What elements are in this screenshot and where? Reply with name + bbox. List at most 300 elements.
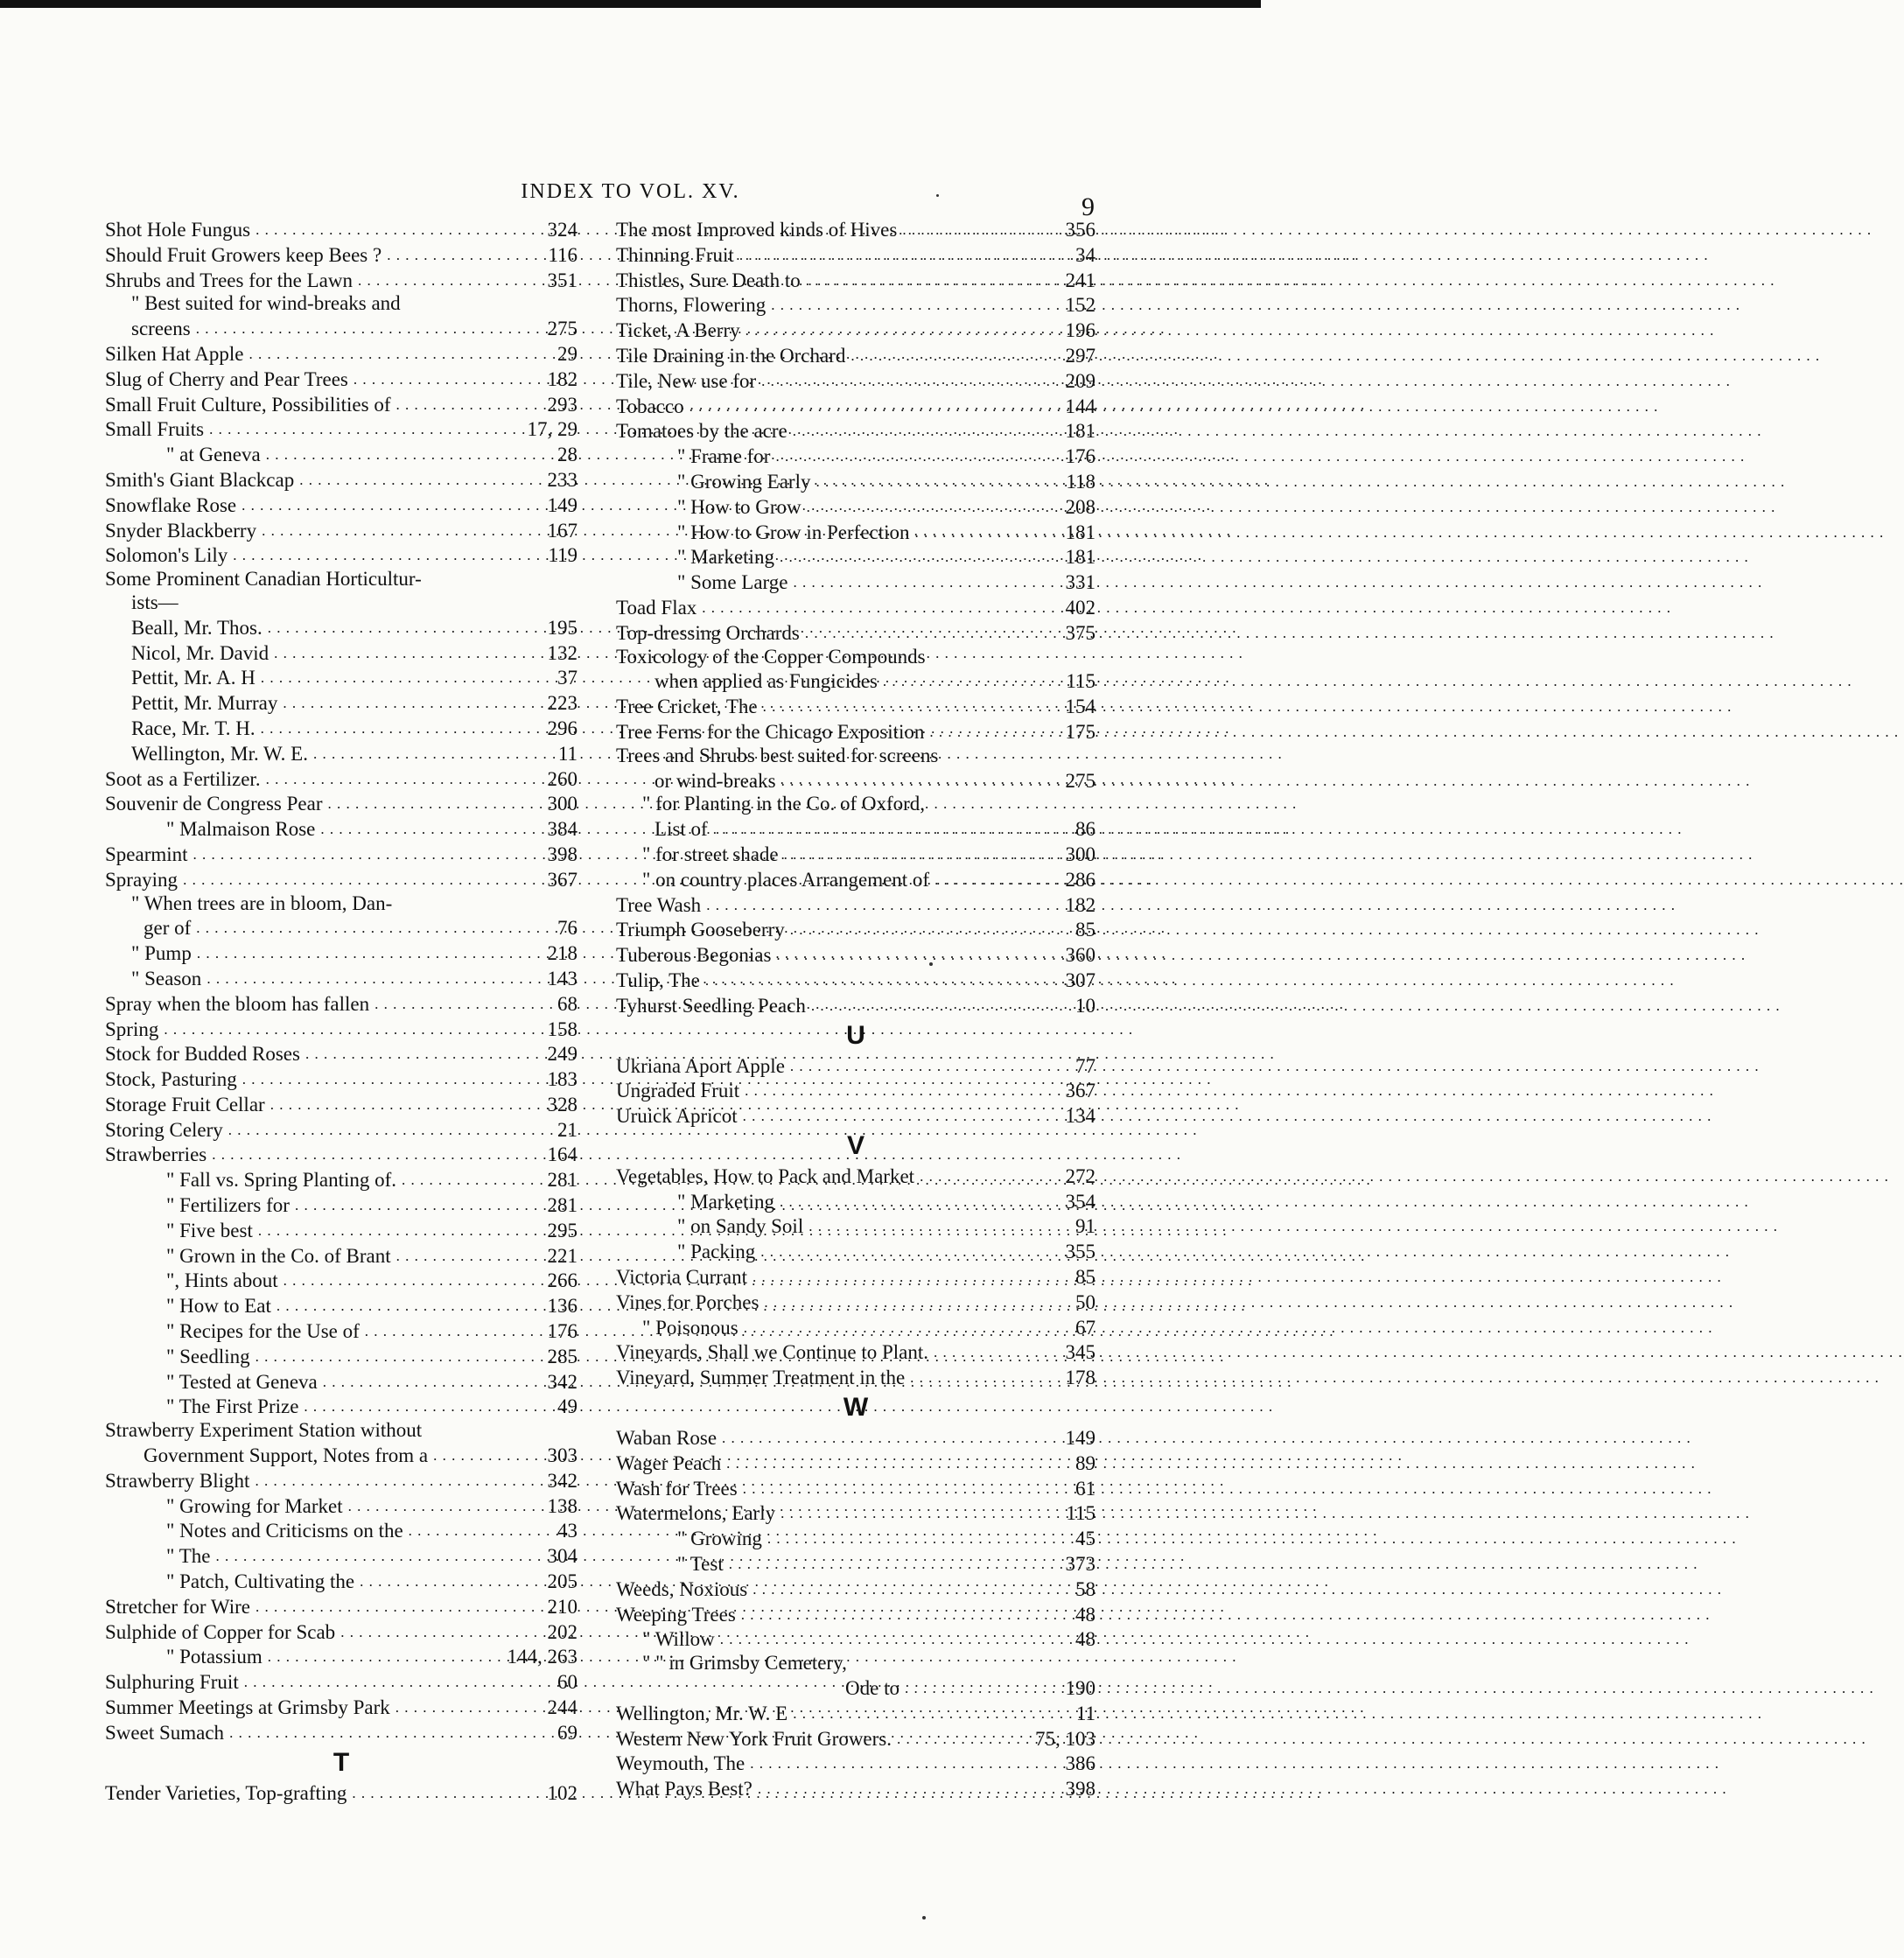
index-entry: [105, 1243, 578, 1269]
index-entry-label: Beall, Mr. Thos.: [131, 616, 262, 639]
dot-leader: [790, 1053, 1070, 1079]
index-entry-label: Snowflake Rose: [105, 493, 237, 516]
index-entry-page: 37: [557, 667, 578, 689]
index-entry-page: 61: [1075, 1477, 1096, 1500]
index-entry: [105, 1092, 578, 1117]
index-entry-label: Some Prominent Canadian Horticultur-: [105, 568, 422, 591]
index-entry: [105, 1669, 578, 1695]
index-entry-label: ", Hints about: [166, 1269, 278, 1292]
index-entry: [105, 542, 578, 568]
dot-leader: [806, 268, 1060, 293]
index-entry: [105, 966, 578, 991]
index-entry-label: Weeds, Noxious: [616, 1577, 748, 1600]
dot-leader: [304, 1394, 552, 1419]
index-entry-page: 60: [557, 1671, 578, 1694]
index-entry-page: 149: [1065, 1427, 1096, 1450]
index-entry-label: Thorns, Flowering: [616, 294, 766, 317]
index-entry-page: 176: [547, 1320, 578, 1343]
dot-leader: [209, 416, 522, 442]
index-entry-label: Small Fruits: [105, 418, 205, 441]
index-entry: [616, 892, 1096, 918]
index-entry: [105, 816, 578, 842]
index-entry: [616, 368, 1096, 394]
dot-leader: [313, 741, 553, 766]
index-entry: [616, 1189, 1096, 1214]
dot-leader: [713, 816, 1070, 842]
index-entry-label: ger of: [144, 917, 192, 940]
index-entry-page: 210: [547, 1595, 578, 1618]
index-entry: [616, 1365, 1096, 1390]
index-entry-page: 275: [1065, 769, 1096, 792]
index-entry: [616, 1726, 1096, 1752]
index-entry: [105, 1644, 578, 1669]
index-entry-label: Ungraded Fruit: [616, 1080, 740, 1102]
index-entry-label: " Marketing: [677, 546, 774, 569]
index-entry-label: " Best suited for wind-breaks and: [131, 292, 401, 315]
index-entry-page: 67: [1075, 1316, 1096, 1339]
index-entry: [105, 1369, 578, 1395]
index-entry-page: 384: [547, 818, 578, 841]
index-entry-page: 249: [547, 1043, 578, 1066]
dot-leader: [374, 991, 552, 1017]
index-entry: [616, 1751, 1096, 1776]
index-entry-page: 164: [547, 1143, 578, 1166]
index-entry-page: 119: [548, 544, 578, 567]
index-entry-page: 182: [1065, 893, 1096, 916]
index-entry-page: 360: [1065, 944, 1096, 967]
index-entry: [105, 1594, 578, 1619]
index-entry: [105, 268, 578, 293]
dot-leader: [274, 640, 542, 666]
index-entry: [616, 1652, 1096, 1675]
index-entry-label: Stretcher for Wire: [105, 1595, 250, 1618]
index-entry-label: Storing Celery: [105, 1118, 223, 1141]
index-entry-label: Tuberous Begonias: [616, 944, 772, 967]
index-entry-label: The most Improved kinds of Hives: [616, 219, 898, 241]
index-entry: [105, 367, 578, 392]
index-entry: [616, 1476, 1096, 1501]
index-entry-page: 345: [1065, 1341, 1096, 1364]
index-column-right: [616, 217, 1096, 1801]
index-entry: [616, 917, 1096, 942]
index-entry-label: " on country places Arrangement of: [642, 868, 930, 891]
index-entry-page: 85: [1075, 919, 1096, 941]
index-entry-label: Summer Meetings at Grimsby Park: [105, 1696, 390, 1719]
index-entry: [616, 494, 1096, 520]
index-entry-label: " Growing Early: [677, 470, 811, 493]
index-entry: [105, 1344, 578, 1369]
dot-leader: [270, 1092, 542, 1117]
index-entry: [616, 1425, 1096, 1451]
dot-leader: [233, 542, 542, 568]
dot-leader: [266, 442, 552, 467]
index-entry-label: Tile Draining in the Orchard: [616, 344, 846, 367]
index-entry: [105, 1394, 578, 1419]
index-entry-label: " Poisonous: [642, 1316, 738, 1339]
index-entry: [616, 694, 1096, 719]
dot-leader: [396, 392, 542, 417]
index-entry: [105, 1619, 578, 1645]
index-entry-page: 11: [557, 742, 578, 765]
dot-leader: [360, 1569, 542, 1594]
index-entry-page: 136: [547, 1295, 578, 1318]
dot-leader: [354, 367, 542, 392]
index-entry-page: 181: [1065, 521, 1096, 543]
dot-leader: [897, 1726, 1030, 1752]
index-entry-label: " Seedling: [166, 1345, 250, 1367]
print-speck: [936, 194, 939, 197]
index-entry-label: " Fall vs. Spring Planting of.: [166, 1169, 397, 1192]
dot-leader: [358, 268, 542, 293]
dot-leader: [750, 1751, 1060, 1776]
page-top-edge: [0, 0, 1261, 8]
index-entry: [105, 915, 578, 941]
index-entry: [105, 1117, 578, 1143]
index-entry-page: 295: [547, 1219, 578, 1241]
dot-leader: [164, 1017, 542, 1042]
index-entry-page: 181: [1065, 546, 1096, 569]
index-entry-label: or wind-breaks: [654, 769, 776, 792]
index-entry: [105, 1695, 578, 1720]
index-entry-label: Tyhurst Seedling Peach: [616, 994, 806, 1017]
index-entry: [616, 968, 1096, 993]
dot-leader: [902, 217, 1060, 242]
index-entry-page: 143: [547, 967, 578, 989]
dot-leader: [934, 1339, 1060, 1365]
index-entry: [616, 242, 1096, 268]
dot-leader: [702, 595, 1060, 620]
dot-leader: [729, 1551, 1060, 1577]
index-entry-label: " How to Eat: [166, 1295, 271, 1318]
dot-leader: [780, 1500, 1060, 1526]
index-entry-page: 303: [547, 1444, 578, 1467]
index-entry-label: Storage Fruit Cellar: [105, 1093, 265, 1115]
index-entry: [105, 1493, 578, 1519]
index-entry: [105, 615, 578, 640]
index-entry-page: 29: [557, 342, 578, 365]
index-entry-label: Souvenir de Congress Pear: [105, 793, 323, 815]
index-entry-page: 158: [547, 1017, 578, 1040]
index-entry-label: Weeping Trees: [616, 1603, 736, 1626]
index-entry-page: 351: [547, 269, 578, 291]
dot-leader: [744, 1315, 1070, 1340]
index-entry: [105, 1443, 578, 1468]
dot-leader: [775, 444, 1060, 469]
index-entry-page: 58: [1075, 1577, 1096, 1600]
index-entry: [105, 316, 578, 341]
index-entry-label: Spearmint: [105, 843, 188, 865]
index-entry-label: " Packing: [677, 1241, 756, 1263]
dot-leader: [743, 1103, 1060, 1129]
index-entry-page: 167: [547, 519, 578, 542]
index-entry: [105, 1720, 578, 1745]
index-entry-page: 286: [1065, 868, 1096, 891]
dot-leader: [196, 915, 552, 941]
index-entry-page: 196: [1065, 319, 1096, 342]
index-entry-label: Sweet Sumach: [105, 1721, 225, 1744]
index-entry-label: Vineyard, Summer Treatment in the: [616, 1367, 906, 1389]
index-entry-page: 281: [547, 1194, 578, 1217]
index-entry: [616, 1078, 1096, 1103]
index-entry-page: 355: [1065, 1241, 1096, 1263]
index-entry-page: 218: [547, 942, 578, 965]
index-entry-page: 76: [557, 917, 578, 940]
page-header: INDEX TO VOL. XV.: [521, 180, 740, 203]
index-entry-page: 115: [1066, 1502, 1096, 1525]
index-entry-label: Soot as a Fertilizer.: [105, 767, 261, 790]
index-entry-page: 144: [1065, 395, 1096, 417]
dot-leader: [340, 1619, 542, 1645]
index-entry-page: 285: [547, 1345, 578, 1367]
section-letter: T: [332, 1747, 350, 1777]
index-entry: [616, 816, 1096, 842]
index-entry-label: " Test: [677, 1553, 724, 1576]
index-entry: [616, 520, 1096, 545]
dot-leader: [352, 1780, 542, 1806]
index-entry-label: Vegetables, How to Pack and Market: [616, 1164, 915, 1187]
index-entry-label: Stock, Pasturing: [105, 1068, 237, 1091]
dot-leader: [284, 1268, 542, 1293]
index-entry: [105, 1268, 578, 1293]
index-entry-page: 175: [1065, 720, 1096, 743]
index-entry-page: 342: [547, 1370, 578, 1393]
index-entry-label: Victoria Currant: [616, 1266, 747, 1289]
index-entry-label: Tulip, The: [616, 969, 700, 991]
index-entry-label: screens: [131, 318, 191, 340]
index-entry-label: " Patch, Cultivating the: [166, 1570, 355, 1593]
index-entry-label: Tree Cricket, The: [616, 696, 758, 718]
index-entry-label: Slug of Cherry and Pear Trees: [105, 367, 348, 390]
index-entry-label: " Marketing: [677, 1190, 774, 1213]
index-entry-label: Wager Peach: [616, 1451, 722, 1474]
index-entry: [616, 719, 1096, 745]
index-entry-page: 221: [547, 1244, 578, 1267]
dot-leader: [193, 842, 542, 867]
dot-leader: [883, 668, 1060, 694]
dot-leader: [781, 768, 1060, 794]
index-entry: [105, 1419, 578, 1443]
index-entry: [105, 341, 578, 367]
dot-leader: [387, 242, 542, 268]
index-entry-label: Ticket, A Berry: [616, 319, 740, 342]
index-entry-page: 241: [1065, 269, 1096, 291]
index-entry: [105, 568, 578, 591]
index-entry: [616, 1675, 1096, 1701]
index-entry: [616, 268, 1096, 293]
index-entry-label: Sulphide of Copper for Scab: [105, 1620, 336, 1643]
index-entry: [105, 1167, 578, 1192]
index-entry-page: 195: [547, 616, 578, 639]
index-entry: [616, 418, 1096, 444]
index-entry-label: " When trees are in bloom, Dan-: [131, 892, 393, 914]
dot-leader: [433, 1443, 542, 1468]
index-entry: [616, 1315, 1096, 1340]
index-entry-page: 132: [547, 641, 578, 664]
index-entry-page: 17, 29: [527, 418, 578, 441]
index-entry-label: Stock for Budded Roses: [105, 1043, 300, 1066]
index-entry: [105, 442, 578, 467]
index-entry-page: 138: [547, 1494, 578, 1517]
index-entry: [616, 1500, 1096, 1526]
index-entry-label: " for Planting in the Co. of Oxford,: [642, 793, 926, 815]
dot-leader: [805, 620, 1060, 646]
index-entry-label: Government Support, Notes from a: [144, 1444, 429, 1467]
dot-leader: [261, 716, 542, 741]
index-entry-page: 69: [557, 1721, 578, 1744]
index-entry-page: 260: [547, 767, 578, 790]
index-entry-label: Strawberry Blight: [105, 1469, 250, 1492]
index-entry-label: " How to Grow in Perfection: [677, 521, 910, 543]
dot-leader: [767, 1526, 1070, 1551]
index-entry-label: " The First Prize: [166, 1395, 299, 1418]
dot-leader: [745, 1078, 1060, 1103]
dot-leader: [929, 719, 1060, 745]
dot-leader: [758, 1776, 1060, 1801]
index-entry-label: Sulphuring Fruit: [105, 1671, 239, 1694]
index-entry-page: 50: [1075, 1290, 1096, 1313]
index-entry: [616, 1626, 1096, 1652]
index-entry-label: " at Geneva: [166, 444, 261, 466]
index-entry: [105, 640, 578, 666]
index-entry-page: 115: [1066, 670, 1096, 693]
dot-leader: [920, 1164, 1060, 1189]
index-entry-page: 21: [557, 1118, 578, 1141]
index-entry-label: " on Sandy Soil: [677, 1215, 804, 1238]
dot-leader: [915, 520, 1060, 545]
dot-leader: [776, 942, 1060, 968]
index-entry-label: Watermelons, Early: [616, 1502, 776, 1525]
index-entry: [105, 416, 578, 442]
index-entry: [105, 392, 578, 417]
index-entry-label: Trees and Shrubs best suited for screens: [616, 744, 939, 766]
index-entry: [616, 292, 1096, 318]
index-entry: [616, 867, 1096, 892]
index-entry-page: 48: [1075, 1603, 1096, 1626]
index-entry-page: 85: [1075, 1266, 1096, 1289]
dot-leader: [396, 1243, 542, 1269]
index-entry-page: 402: [1065, 596, 1096, 619]
index-entry-page: 183: [547, 1068, 578, 1091]
print-speck: [922, 1916, 926, 1920]
index-entry: [616, 570, 1096, 595]
index-entry-page: 398: [1065, 1778, 1096, 1801]
index-entry-page: 354: [1065, 1190, 1096, 1213]
index-entry-label: Thistles, Sure Death to: [616, 269, 801, 291]
index-entry: [616, 620, 1096, 646]
index-entry-page: 10: [1075, 994, 1096, 1017]
index-entry: [105, 892, 578, 916]
dot-leader: [409, 1518, 552, 1543]
index-entry-page: 297: [1065, 344, 1096, 367]
dot-leader: [905, 1675, 1060, 1701]
index-entry-label: " Malmaison Rose: [166, 818, 316, 841]
index-entry-label: Spraying: [105, 868, 178, 891]
index-entry-label: Toad Flax: [616, 596, 697, 619]
index-entry: [105, 242, 578, 268]
index-entry: [616, 544, 1096, 570]
index-entry-label: Toxicology of the Copper Compounds: [616, 645, 926, 668]
dot-leader: [242, 493, 542, 518]
dot-leader: [793, 1701, 1071, 1726]
dot-leader: [261, 665, 552, 690]
index-entry-page: 386: [1065, 1752, 1096, 1775]
dot-leader: [268, 615, 542, 640]
index-entry-label: Wellington, Mr. W. E: [616, 1702, 788, 1724]
index-entry-label: Pettit, Mr. Murray: [131, 692, 278, 715]
dot-leader: [320, 816, 542, 842]
index-entry-label: " Recipes for the Use of: [166, 1320, 360, 1343]
dot-leader: [283, 690, 542, 716]
index-entry-label: Tree Ferns for the Chicago Exposition: [616, 720, 925, 743]
index-entry-label: Strawberry Experiment Station without: [105, 1419, 423, 1442]
dot-leader: [811, 993, 1070, 1018]
index-entry-label: Triumph Gooseberry: [616, 919, 785, 941]
index-entry: [616, 646, 1096, 669]
index-entry: [616, 217, 1096, 242]
dot-leader: [212, 1142, 542, 1167]
index-entry-page: 202: [547, 1620, 578, 1643]
index-entry: [616, 1213, 1096, 1239]
index-entry-label: Waban Rose: [616, 1427, 718, 1450]
index-entry-page: 373: [1065, 1553, 1096, 1576]
section-letter: W: [843, 1393, 869, 1423]
index-entry-label: " Willow: [642, 1628, 715, 1651]
index-entry: [616, 1451, 1096, 1476]
index-entry-page: 307: [1065, 969, 1096, 991]
index-entry-page: 272: [1065, 1164, 1096, 1187]
index-entry: [616, 469, 1096, 494]
dot-leader: [760, 1239, 1060, 1264]
dot-leader: [794, 570, 1060, 595]
index-entry: [105, 217, 578, 242]
index-entry: [105, 1218, 578, 1243]
index-entry-page: 356: [1065, 219, 1096, 241]
index-entry-page: 223: [547, 692, 578, 715]
index-entry: [105, 766, 578, 792]
dot-leader: [752, 1577, 1070, 1602]
index-entry: [616, 1577, 1096, 1602]
index-entry-label: " Potassium: [166, 1646, 262, 1668]
index-entry: [105, 1468, 578, 1493]
index-entry-page: 77: [1075, 1054, 1096, 1077]
index-entry-label: " Notes and Criticisms on the: [166, 1520, 403, 1542]
index-entry: [105, 1017, 578, 1042]
index-entry-label: Vines for Porches: [616, 1290, 760, 1313]
index-entry-label: " Season: [131, 967, 202, 989]
dot-leader: [183, 867, 542, 892]
index-entry: [105, 1066, 578, 1092]
dot-leader: [256, 1594, 542, 1619]
index-entry-label: Top-dressing Orchards: [616, 621, 800, 644]
index-entry: [105, 467, 578, 493]
index-entry-page: 367: [547, 868, 578, 891]
index-entry-label: Strawberries: [105, 1143, 207, 1166]
index-entry-label: Spray when the bloom has fallen: [105, 992, 370, 1015]
dot-leader: [743, 1476, 1070, 1501]
index-entry-page: 116: [548, 243, 578, 266]
index-entry-page: 324: [547, 219, 578, 241]
dot-leader: [816, 469, 1060, 494]
index-entry-label: ists—: [131, 591, 178, 613]
index-entry: [105, 991, 578, 1017]
index-entry: [616, 1602, 1096, 1627]
dot-leader: [248, 341, 552, 367]
section-letter: V: [846, 1130, 864, 1160]
index-entry: [105, 741, 578, 766]
index-entry-page: 293: [547, 393, 578, 416]
index-entry-page: 328: [547, 1093, 578, 1115]
index-entry-page: 45: [1075, 1528, 1096, 1550]
